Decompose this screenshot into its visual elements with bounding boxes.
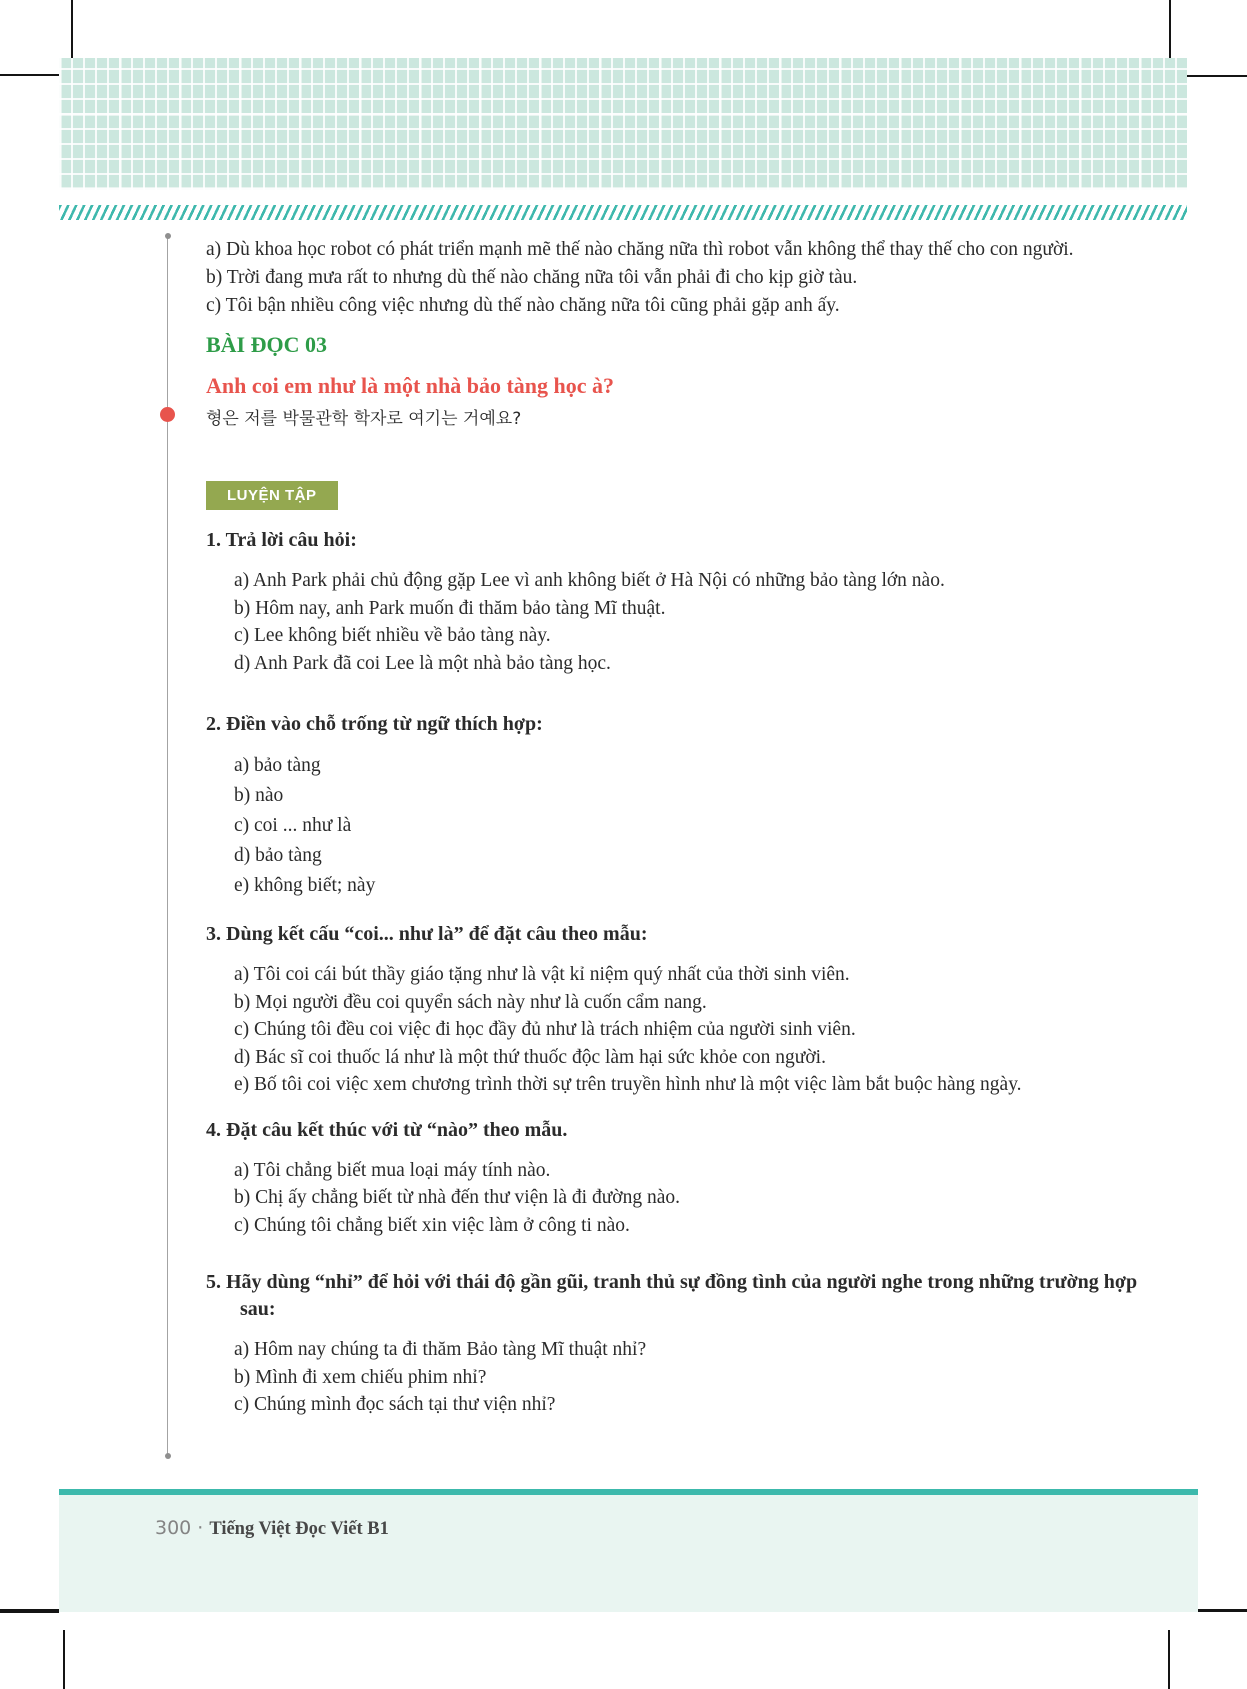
crop-mark-top-left-vertical (71, 0, 73, 58)
intro-example-a: a) Dù khoa học robot có phát triển mạnh mẽ thế nào chăng nữa thì robot vẫn không thể thay thế cho con người. (206, 239, 1074, 260)
exercise-item: c) coi ... như là (234, 815, 352, 836)
intro-example-b: b) Trời đang mưa rất to nhưng dù thế nào chăng nữa tôi vẫn phải đi cho kịp giờ tàu. (206, 267, 858, 288)
rail-top-dot (165, 233, 171, 239)
intro-example-list (206, 236, 1146, 320)
page-number: 300 (155, 1517, 192, 1539)
book-title: Tiếng Việt Đọc Viết B1 (209, 1519, 389, 1539)
exercise-title: 4. Đặt câu kết thúc với từ “nào” theo mẫu. (206, 1118, 568, 1141)
footer-separator: · (197, 1517, 204, 1539)
exercise-items (206, 751, 1146, 901)
crop-mark-top-left-horizontal (0, 74, 59, 76)
exercise-items (206, 1336, 1146, 1419)
practice-badge: LUYỆN TẬP (206, 481, 338, 510)
exercise-title: 3. Dùng kết cấu “coi... như là” để đặt câu theo mẫu: (206, 923, 648, 945)
exercise-items (206, 567, 1146, 677)
exercise-item: c) Chúng tôi đều coi việc đi học đầy đủ như là trách nhiệm của người sinh viên. (234, 1019, 856, 1040)
lesson-title-bullet-dot (160, 407, 175, 422)
exercise-block-1 (206, 527, 1146, 677)
crop-mark-bottom-right-vertical (1168, 1630, 1170, 1689)
exercise-item: d) Bác sĩ coi thuốc lá như là một thứ thuốc độc làm hại sức khỏe con người. (234, 1046, 826, 1068)
rail-bottom-dot (165, 1453, 171, 1459)
exercise-title: 2. Điền vào chỗ trống từ ngữ thích hợp: (206, 713, 543, 735)
exercise-item: e) Bố tôi coi việc xem chương trình thời sự trên truyền hình như là một việc làm bắt buộc hàng ngày. (234, 1074, 1022, 1095)
exercise-item: c) Lee không biết nhiều về bảo tàng này. (234, 625, 551, 646)
exercise-item: d) Anh Park đã coi Lee là một nhà bảo tàng học. (234, 652, 611, 674)
exercise-title: 5. Hãy dùng “nhỉ” để hỏi với thái độ gần gũi, tranh thủ sự đồng tình của người nghe trong những trường hợp sau: (206, 1271, 1138, 1320)
exercise-block-5 (206, 1269, 1146, 1419)
exercise-block-3 (206, 921, 1146, 1099)
lesson-title-korean: 형은 저를 박물관학 학자로 여기는 거예요? (206, 409, 522, 429)
crop-mark-bottom-left-vertical (63, 1630, 65, 1689)
crop-mark-top-right-horizontal (1187, 75, 1247, 77)
lesson-kicker: BÀI ĐỌC 03 (206, 332, 328, 357)
crop-mark-top-right-vertical (1169, 0, 1171, 58)
exercise-item: b) nào (234, 785, 284, 806)
practice-badge-row (206, 481, 1146, 510)
exercise-item: a) Hôm nay chúng ta đi thăm Bảo tàng Mĩ thuật nhỉ? (234, 1339, 647, 1360)
footer-band (59, 1495, 1198, 1612)
intro-example-c: c) Tôi bận nhiều công việc nhưng dù thế nào chăng nữa tôi cũng phải gặp anh ấy. (206, 295, 840, 316)
exercise-items (206, 1157, 1146, 1240)
crop-mark-bottom-left-horizontal (0, 1609, 59, 1613)
footer-text (155, 1517, 389, 1540)
exercise-item: b) Mọi người đều coi quyển sách này như là cuốn cẩm nang. (234, 991, 707, 1013)
decorative-stripe-band (59, 205, 1187, 220)
page-content (206, 236, 1146, 1419)
exercise-block-2 (206, 711, 1146, 901)
exercise-item: d) bảo tàng (234, 845, 322, 866)
exercise-item: a) bảo tàng (234, 755, 321, 776)
exercise-item: c) Chúng mình đọc sách tại thư viện nhỉ? (234, 1394, 556, 1415)
exercise-item: e) không biết; này (234, 875, 376, 896)
exercise-item: c) Chúng tôi chẳng biết xin việc làm ở công ti nào. (234, 1214, 630, 1236)
exercise-item: b) Mình đi xem chiếu phim nhỉ? (234, 1366, 487, 1388)
exercise-item: a) Anh Park phải chủ động gặp Lee vì anh không biết ở Hà Nội có những bảo tàng lớn nào. (234, 570, 945, 591)
exercise-items (206, 961, 1146, 1099)
exercise-item: b) Hôm nay, anh Park muốn đi thăm bảo tàng Mĩ thuật. (234, 597, 666, 619)
exercise-title: 1. Trả lời câu hỏi: (206, 529, 357, 551)
exercise-item: a) Tôi chẳng biết mua loại máy tính nào. (234, 1159, 551, 1181)
decorative-grid-header (59, 58, 1187, 190)
exercise-item: b) Chị ấy chẳng biết từ nhà đến thư viện là đi đường nào. (234, 1187, 681, 1208)
exercise-block-4 (206, 1117, 1146, 1240)
exercise-item: a) Tôi coi cái bút thầy giáo tặng như là vật kỉ niệm quý nhất của thời sinh viên. (234, 964, 850, 985)
lesson-title-vietnamese: Anh coi em như là một nhà bảo tàng học à? (206, 373, 615, 398)
